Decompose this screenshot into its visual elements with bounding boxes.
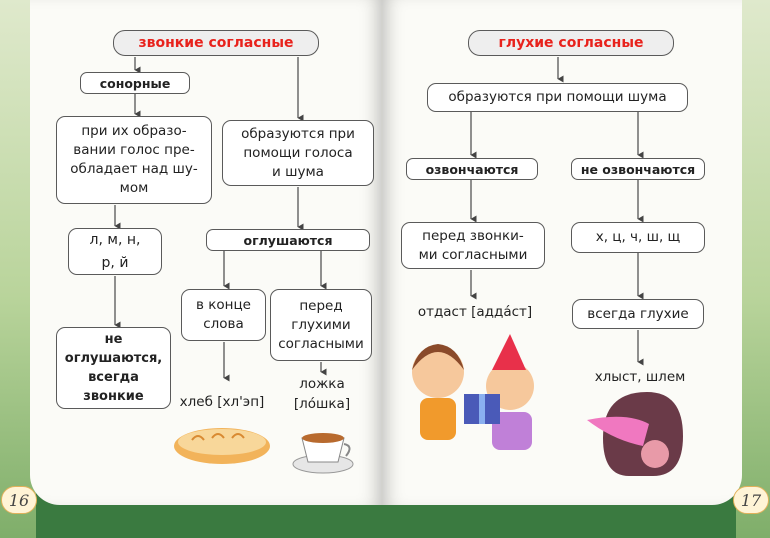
- right-page-number: 17: [733, 486, 769, 514]
- cup-illustration: [290, 420, 356, 476]
- word-end-box: в конце слова: [181, 289, 266, 341]
- not-voiced-label-box: не озвончаются: [571, 158, 705, 180]
- example-spoon: ложка [ло́шка]: [293, 376, 351, 412]
- voiced-consonants-header: звонкие согласные: [113, 30, 319, 56]
- left-page-number: 16: [1, 486, 37, 514]
- bread-illustration: [172, 418, 274, 468]
- example-whip: хлыст, шлем: [594, 369, 686, 385]
- children-gift-illustration: [402, 330, 552, 458]
- before-voiced-box: перед звонки- ми согласными: [401, 222, 545, 269]
- always-voiceless-box: всегда глухие: [572, 299, 704, 329]
- voiceless-consonants-header: глухие согласные: [468, 30, 674, 56]
- example-bread: хлеб [хл'эп]: [179, 394, 265, 410]
- helmet-illustration: [585, 388, 685, 480]
- devoiced-label-box: оглушаются: [206, 229, 370, 251]
- not-devoiced-box: не оглушаются, всегда звонкие: [56, 327, 171, 409]
- sonorant-letters-box: л, м, н, р, й: [68, 228, 162, 275]
- sonorant-label-box: сонорные: [80, 72, 190, 94]
- voiced-label-box: озвончаются: [406, 158, 538, 180]
- noise-box: образуются при помощи шума: [427, 83, 688, 112]
- voiceless-letters-box: х, ц, ч, ш, щ: [571, 222, 705, 253]
- sonorant-description-box: при их образо- вании голос пре- обладает над шу- мом: [56, 116, 212, 204]
- voice-noise-box: образуются при помощи голоса и шума: [222, 120, 374, 186]
- before-voiceless-box: перед глухими согласными: [270, 289, 372, 361]
- example-give: отдаст [адда́ст]: [417, 304, 533, 320]
